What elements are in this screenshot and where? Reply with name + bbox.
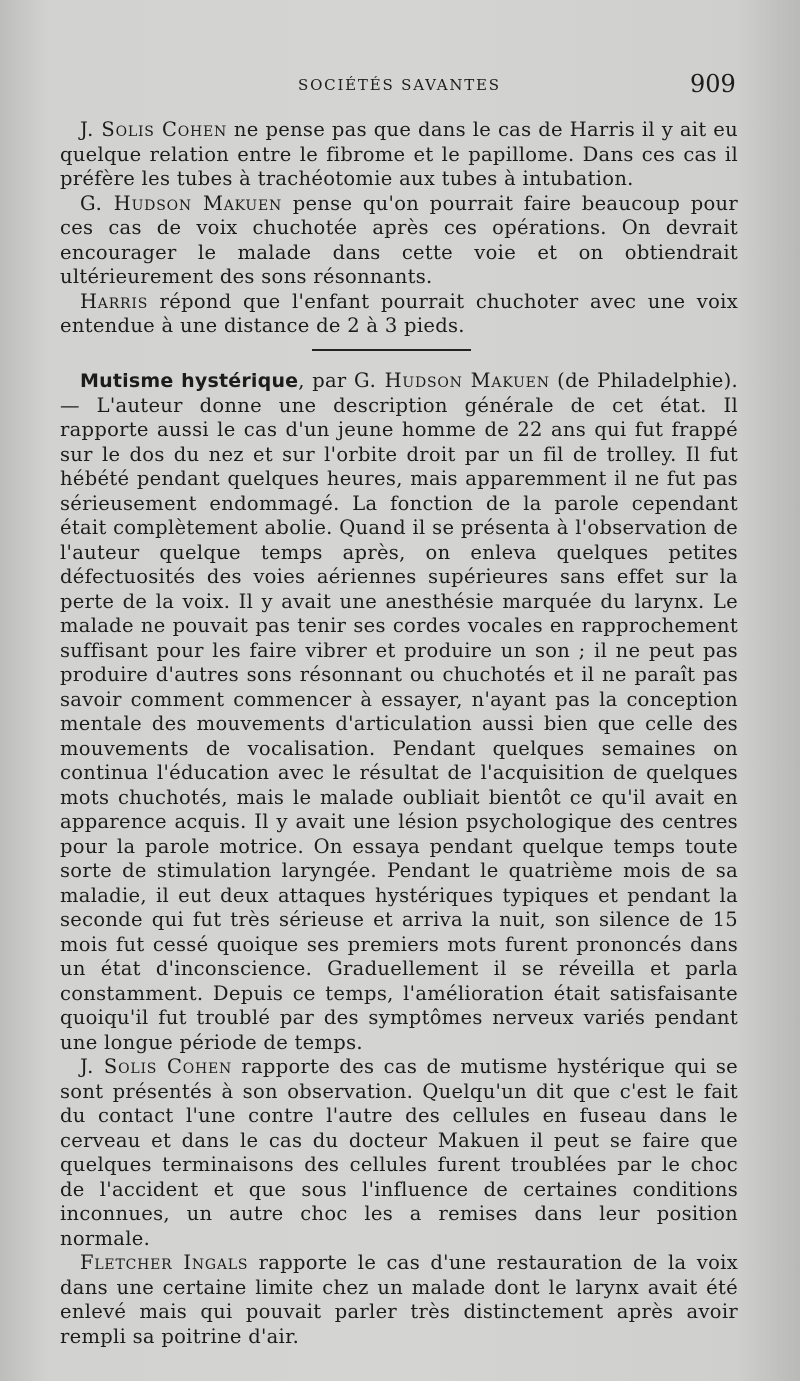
article-title: Mutisme hystérique	[80, 370, 299, 392]
paragraph-text: pense qu'on pourrait faire beaucoup pour ces cas de voix chuchotée après ces opérations. On devrait encourager le malade dans cette voie et on obtiendrait ultérieurement des sons résonnants.	[60, 191, 738, 288]
article-body: (de Philadelphie). — L'auteur donne une description générale de cet état. Il rapporte aussi le cas d'un jeune homme de 22 ans qui fut frappé sur le dos du nez et sur l'orbite droit par un fil de trolley. Il fut hébété pendant quelques heures, mais apparemment il ne fut pas sérieusement endommagé. La fonction de la parole cependant était complètement abolie. Quand il se présenta à l'observation de l'auteur quelque temps après, on enleva quelques petites défectuosités des voies aériennes supérieures sans effet sur la perte de la voix. Il y avait une anesthésie marquée du larynx. Le malade ne pouvait pas tenir ses cordes vocales en rapprochement suffisant pour les faire vibrer et produire un son ; il ne peut pas produire d'autres sons résonnant ou chuchotés et il ne paraît pas savoir comment commencer à essayer, n'ayant pas la conception mentale des mouvements d'articulation aussi bien que celle des mouvements de vocalisation. Pendant quelques semaines on continua l'éducation avec le résultat de l'acquisition de quelques mots chuchotés, mais le malade oubliait bientôt ce qu'il avait en apparence acquis. Il y avait une lésion psychologique des centres pour la parole motrice. On essaya pendant quelque temps toute sorte de stimulation laryngée. Pendant le quatrième mois de sa maladie, il eut deux attaques hystériques typiques et pendant la seconde qui fut très sérieuse et arriva la nuit, son silence de 15 mois fut cessé quoique ses premiers mots furent prononcés dans un état d'inconscience. Graduellement il se réveilla et parla constamment. Depuis ce temps, l'amélioration était satisfaisante quoiqu'il fut troublé par des symptômes nerveux variés pendant une longue période de temps.	[60, 369, 739, 1054]
speaker-name: Fletcher Ingals	[80, 1251, 249, 1274]
paragraph	[60, 118, 738, 192]
paragraph-text: rapporte des cas de mutisme hystérique qui se sont présentés à son observation. Quelqu'un dit que c'est le fait du contact l'une contre l'autre des cellules en fuseau dans le cerveau et dans le cas du docteur Makuen il peut se faire que quelques terminaisons des cellules furent troublées par le choc de l'accident et que sous l'influence de certaines conditions inconnues, un autre choc les a remises dans leur position normale.	[60, 1055, 738, 1250]
section-divider	[312, 349, 471, 351]
speaker-name: J. Solis Cohen	[80, 1055, 233, 1078]
paragraph-text: ne pense pas que dans le cas de Harris il y ait eu quelque relation entre le fibrome et le papillome. Dans ces cas il préfère les tubes à trachéotomie aux tubes à intubation.	[60, 118, 738, 190]
page-header	[0, 70, 800, 102]
article-author: G. Hudson Makuen	[353, 369, 550, 392]
running-title: SOCIÉTÉS SAVANTES	[298, 76, 501, 94]
paragraph-text: répond que l'enfant pourrait chuchoter avec une voix entendue à une distance de 2 à 3 pieds.	[60, 289, 738, 337]
paragraph	[60, 1055, 738, 1251]
paragraph	[60, 1251, 738, 1349]
paragraph	[60, 290, 738, 339]
article-block	[60, 369, 738, 1349]
speaker-name: Harris	[80, 289, 149, 313]
byline-connector: , par	[298, 369, 354, 392]
page-number: 909	[690, 70, 736, 98]
paragraph-text: rapporte le cas d'une restauration de la voix dans une certaine limite chez un malade dont le larynx avait été enlevé mais qui pouvait parler très distinctement après avoir rempli sa poitrine d'air.	[60, 1251, 738, 1348]
paragraph	[60, 192, 738, 290]
discussion-block	[60, 118, 738, 339]
speaker-name: G. Hudson Makuen	[80, 191, 283, 215]
speaker-name: J. Solis Cohen	[80, 118, 228, 141]
article-paragraph	[60, 369, 738, 1055]
